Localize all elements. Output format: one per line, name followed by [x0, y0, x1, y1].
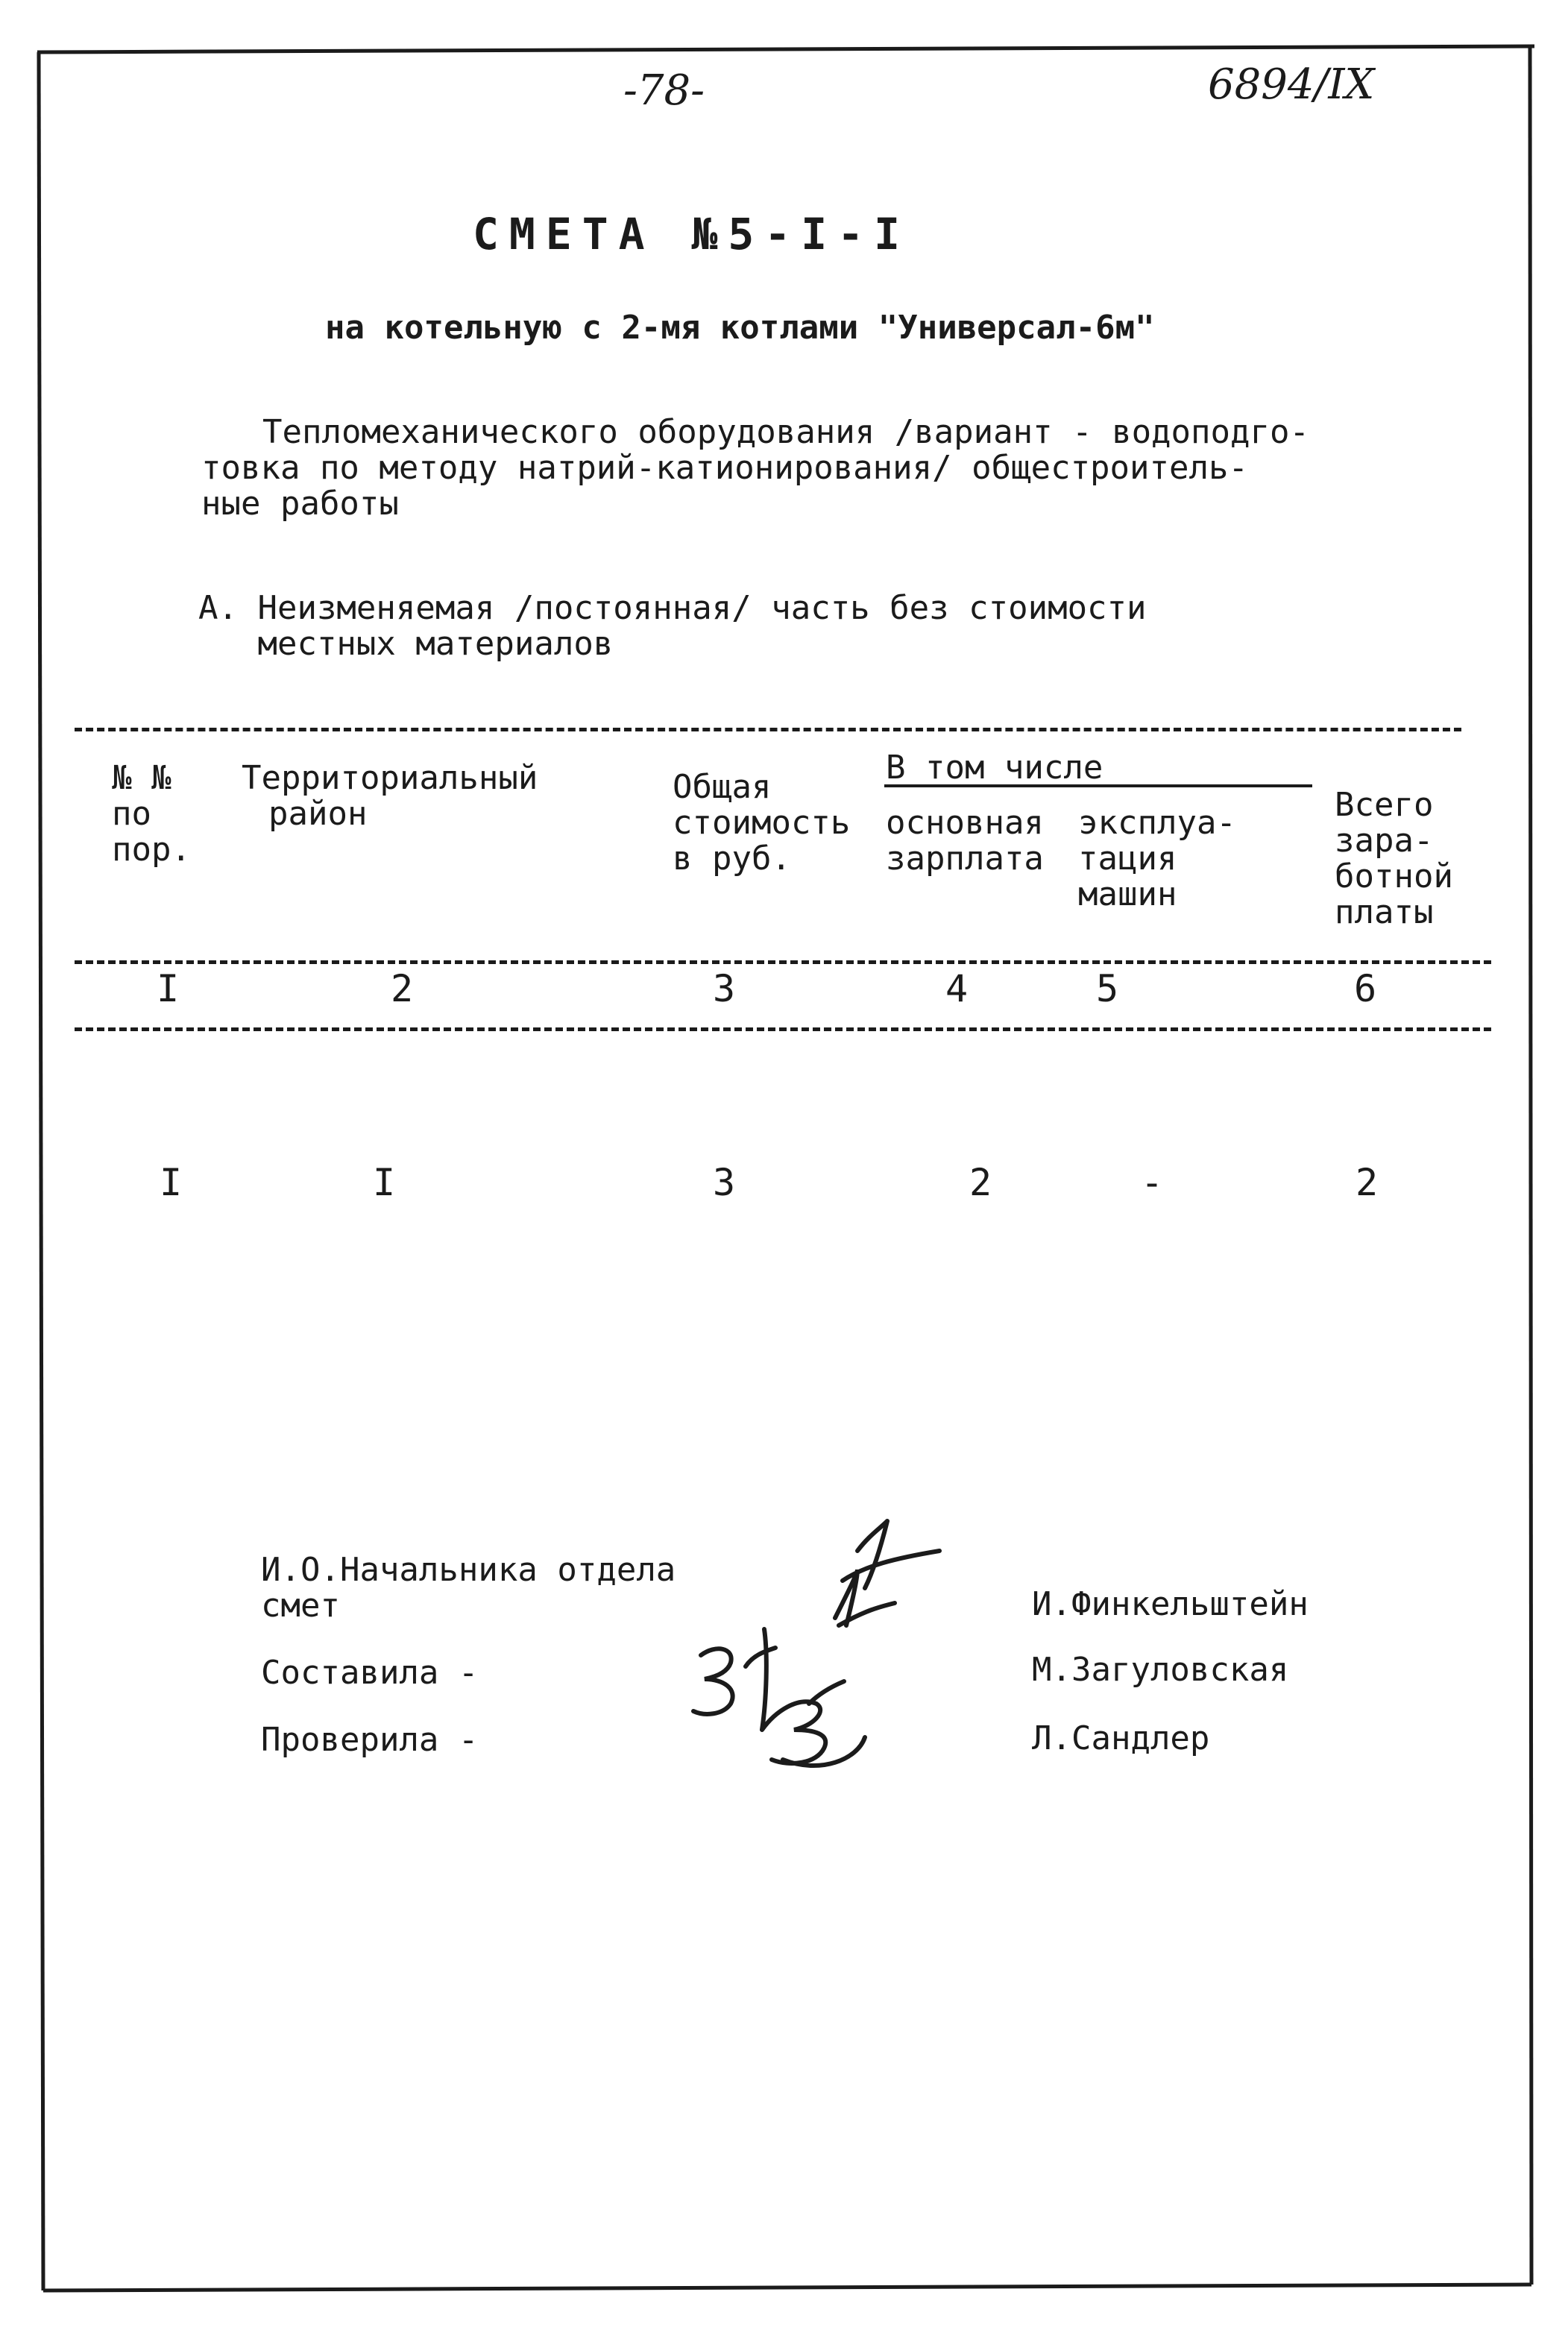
header-total-wages-line-3: ботной: [1335, 857, 1453, 895]
header-total-cost-line-2: стоимость: [673, 804, 851, 842]
cell-total-wages: 2: [1356, 1161, 1379, 1204]
header-total-cost-line-1: Общая: [673, 768, 772, 806]
checked-by-name: Л.Сандлер: [1032, 1719, 1210, 1757]
header-region-line-1: Территориальный: [242, 759, 538, 797]
table-numbers-rule: [75, 1027, 1491, 1031]
header-group-including: В том числе: [886, 749, 1103, 787]
description-line-1: Тепломеханического оборудования /вариант - водоподго-: [262, 413, 1309, 451]
description-line-3: ные работы: [201, 485, 399, 523]
section-title-line-2: местных материалов: [198, 625, 614, 663]
header-number-line-2: по: [112, 795, 151, 833]
compiled-by-name: М.Загуловская: [1032, 1651, 1289, 1689]
checked-by-label: Проверила -: [261, 1721, 479, 1759]
header-region-line-2: район: [268, 795, 368, 833]
head-of-department-label-line-2: смет: [261, 1587, 340, 1625]
cell-base-salary: 2: [969, 1161, 992, 1204]
cell-region: I: [373, 1161, 396, 1204]
column-number-1: I: [157, 967, 180, 1010]
header-total-cost-line-3: в руб.: [673, 840, 791, 878]
column-number-4: 4: [945, 967, 969, 1010]
archive-number: 6894/IX: [1208, 60, 1375, 109]
header-base-salary-line-1: основная: [886, 804, 1044, 842]
document-title: СМЕТА №5-I-I: [473, 209, 911, 259]
header-total-wages-line-1: Всего: [1335, 786, 1434, 824]
header-machine-operation-line-3: машин: [1078, 875, 1177, 913]
page-number: -78-: [623, 66, 705, 115]
table-header-rule: [75, 960, 1491, 964]
cell-machine-operation: -: [1141, 1161, 1164, 1204]
header-machine-operation-line-2: тация: [1078, 840, 1177, 878]
cell-total-cost: 3: [713, 1161, 736, 1204]
table-top-rule: [75, 728, 1461, 731]
document-subtitle: на котельную с 2-мя котлами "Универсал-6м": [325, 309, 1155, 347]
header-number-line-3: пор.: [112, 831, 191, 869]
header-number-line-1: № №: [112, 759, 171, 797]
header-total-wages-line-2: зара-: [1335, 822, 1434, 860]
header-total-wages-line-4: платы: [1335, 893, 1434, 931]
column-number-5: 5: [1096, 967, 1119, 1010]
header-base-salary-line-2: зарплата: [886, 840, 1044, 878]
column-number-3: 3: [713, 967, 736, 1010]
header-group-underline: [884, 784, 1312, 787]
head-of-department-name: И.Финкельштейн: [1032, 1585, 1309, 1623]
section-title-line-1: А. Неизменяемая /постоянная/ часть без стоимости: [198, 589, 1147, 627]
cell-number: I: [160, 1161, 183, 1204]
column-number-6: 6: [1354, 967, 1377, 1010]
compiled-by-label: Составила -: [261, 1654, 479, 1692]
handwritten-signatures: [671, 1506, 1059, 1789]
header-machine-operation-line-1: эксплуа-: [1078, 804, 1236, 842]
column-number-2: 2: [391, 967, 414, 1010]
head-of-department-label-line-1: И.О.Начальника отдела: [261, 1551, 676, 1589]
description-line-2: товка по методу натрий-катионирования/ общестроитель-: [201, 449, 1248, 487]
